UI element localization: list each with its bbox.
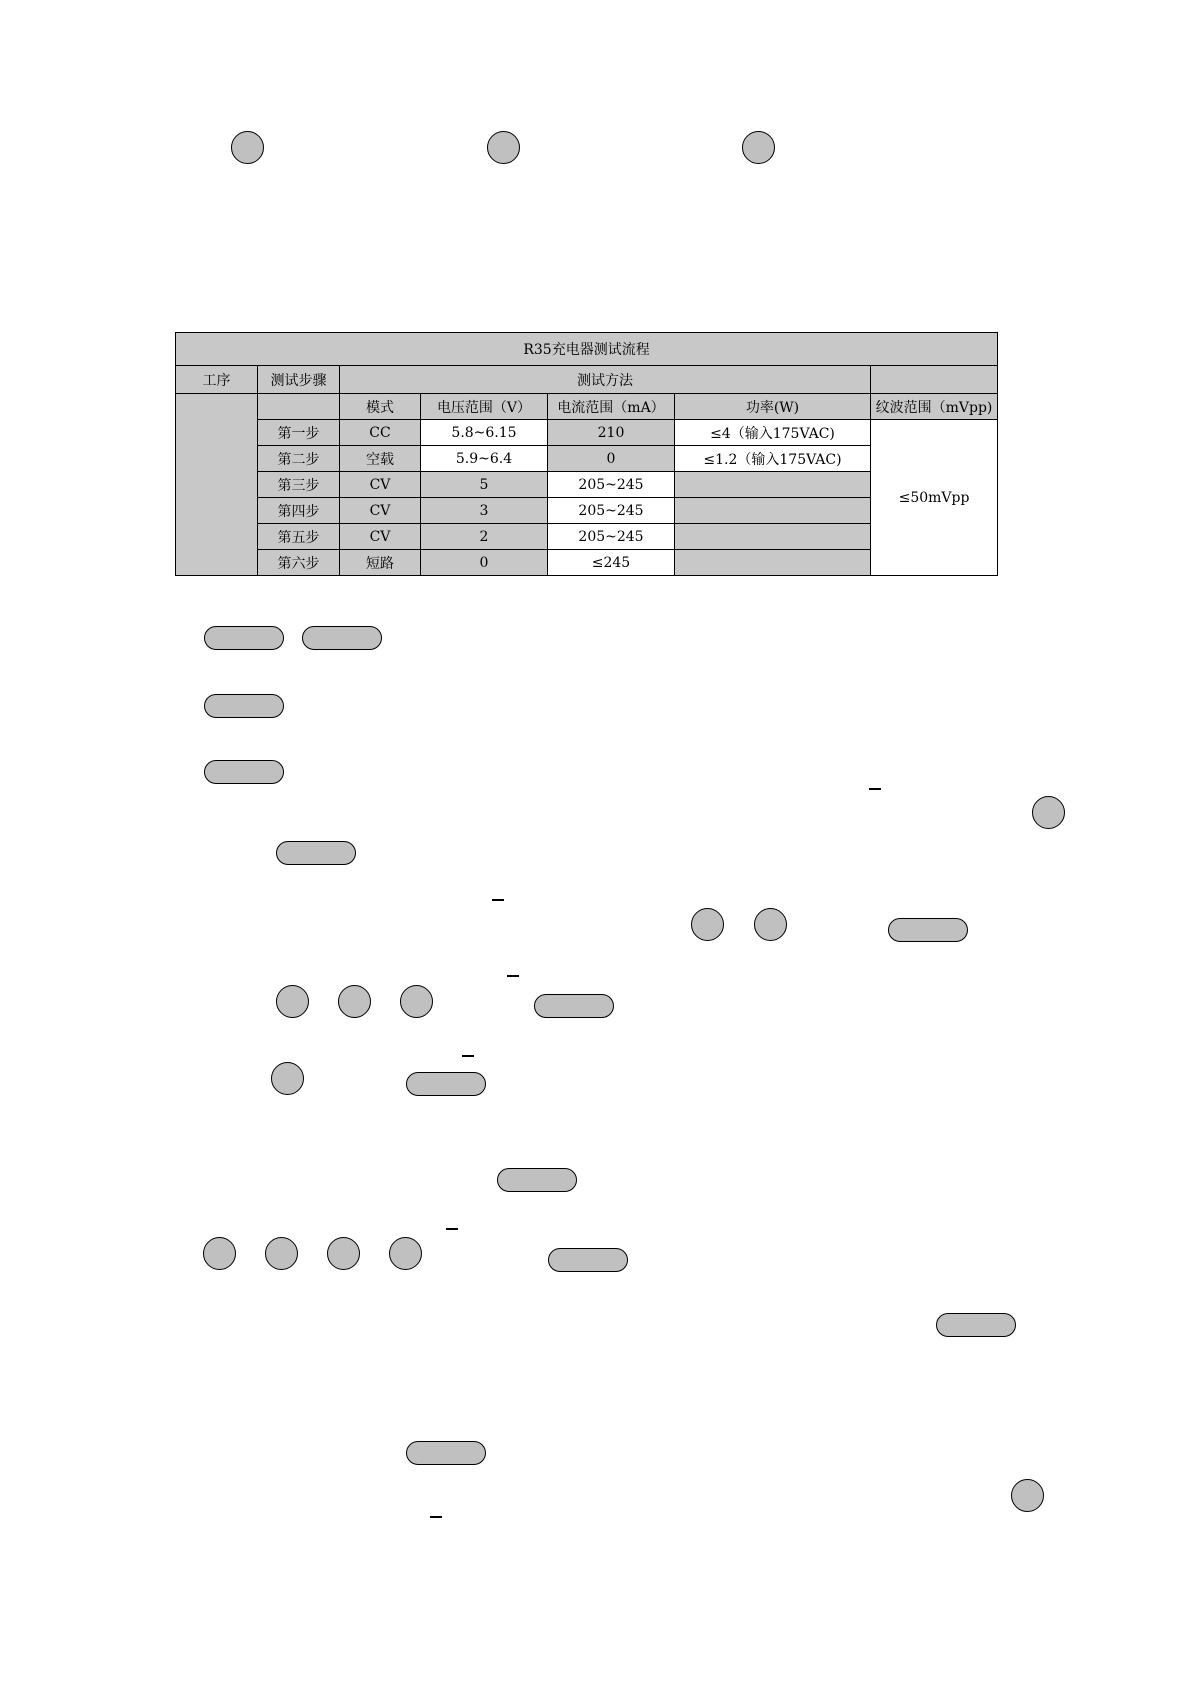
mode-cell: 短路 [340,550,421,576]
voltage-cell: 2 [421,524,548,550]
pill-marker [888,918,968,942]
pill-marker [302,626,382,650]
pill-marker [497,1168,577,1192]
process-cell [176,394,258,576]
header-method: 测试方法 [340,366,871,394]
subheader-empty [258,394,340,420]
circle-marker [1032,796,1065,829]
power-cell [675,498,871,524]
dash-marker [462,1055,474,1057]
pill-marker [204,760,284,784]
pill-marker [534,994,614,1018]
current-cell: 205~245 [548,472,675,498]
circle-marker [487,131,520,164]
ripple-cell: ≤50mVpp [871,420,998,576]
header-voltage: 电压范围（V） [421,394,548,420]
power-cell [675,524,871,550]
pill-marker [204,626,284,650]
header-mode: 模式 [340,394,421,420]
header-process: 工序 [176,366,258,394]
dash-marker [446,1228,458,1230]
mode-cell: CC [340,420,421,446]
step-cell: 第一步 [258,420,340,446]
circle-marker [231,131,264,164]
power-cell: ≤1.2（输入175VAC) [675,446,871,472]
voltage-cell: 0 [421,550,548,576]
circle-marker [742,131,775,164]
dash-marker [492,899,504,901]
header-ripple: 纹波范围（mVpp) [871,394,998,420]
current-cell: 210 [548,420,675,446]
step-cell: 第三步 [258,472,340,498]
voltage-cell: 3 [421,498,548,524]
header-empty [871,366,998,394]
voltage-cell: 5 [421,472,548,498]
mode-cell: CV [340,472,421,498]
mode-cell: CV [340,524,421,550]
current-cell: 205~245 [548,498,675,524]
pill-marker [276,841,356,865]
circle-marker [276,985,309,1018]
pill-marker [548,1248,628,1272]
table-row [176,420,998,446]
circle-marker [400,985,433,1018]
circle-marker [338,985,371,1018]
circle-marker [691,908,724,941]
step-cell: 第二步 [258,446,340,472]
current-cell: ≤245 [548,550,675,576]
circle-marker [271,1062,304,1095]
step-cell: 第五步 [258,524,340,550]
pill-marker [204,694,284,718]
circle-marker [265,1237,298,1270]
pill-marker [936,1313,1016,1337]
test-process-table [175,332,998,576]
circle-marker [203,1237,236,1270]
pill-marker [406,1072,486,1096]
dash-marker [507,975,519,977]
power-cell [675,472,871,498]
voltage-cell: 5.8~6.15 [421,420,548,446]
current-cell: 0 [548,446,675,472]
step-cell: 第四步 [258,498,340,524]
pill-marker [406,1441,486,1465]
header-power: 功率(W) [675,394,871,420]
dash-marker [430,1516,442,1518]
circle-marker [1011,1479,1044,1512]
power-cell: ≤4（输入175VAC) [675,420,871,446]
dash-marker [869,788,881,790]
header-step: 测试步骤 [258,366,340,394]
step-cell: 第六步 [258,550,340,576]
circle-marker [327,1237,360,1270]
mode-cell: 空载 [340,446,421,472]
voltage-cell: 5.9~6.4 [421,446,548,472]
circle-marker [754,908,787,941]
power-cell [675,550,871,576]
current-cell: 205~245 [548,524,675,550]
mode-cell: CV [340,498,421,524]
header-current: 电流范围（mA） [548,394,675,420]
table-title: R35充电器测试流程 [176,333,998,366]
circle-marker [389,1237,422,1270]
